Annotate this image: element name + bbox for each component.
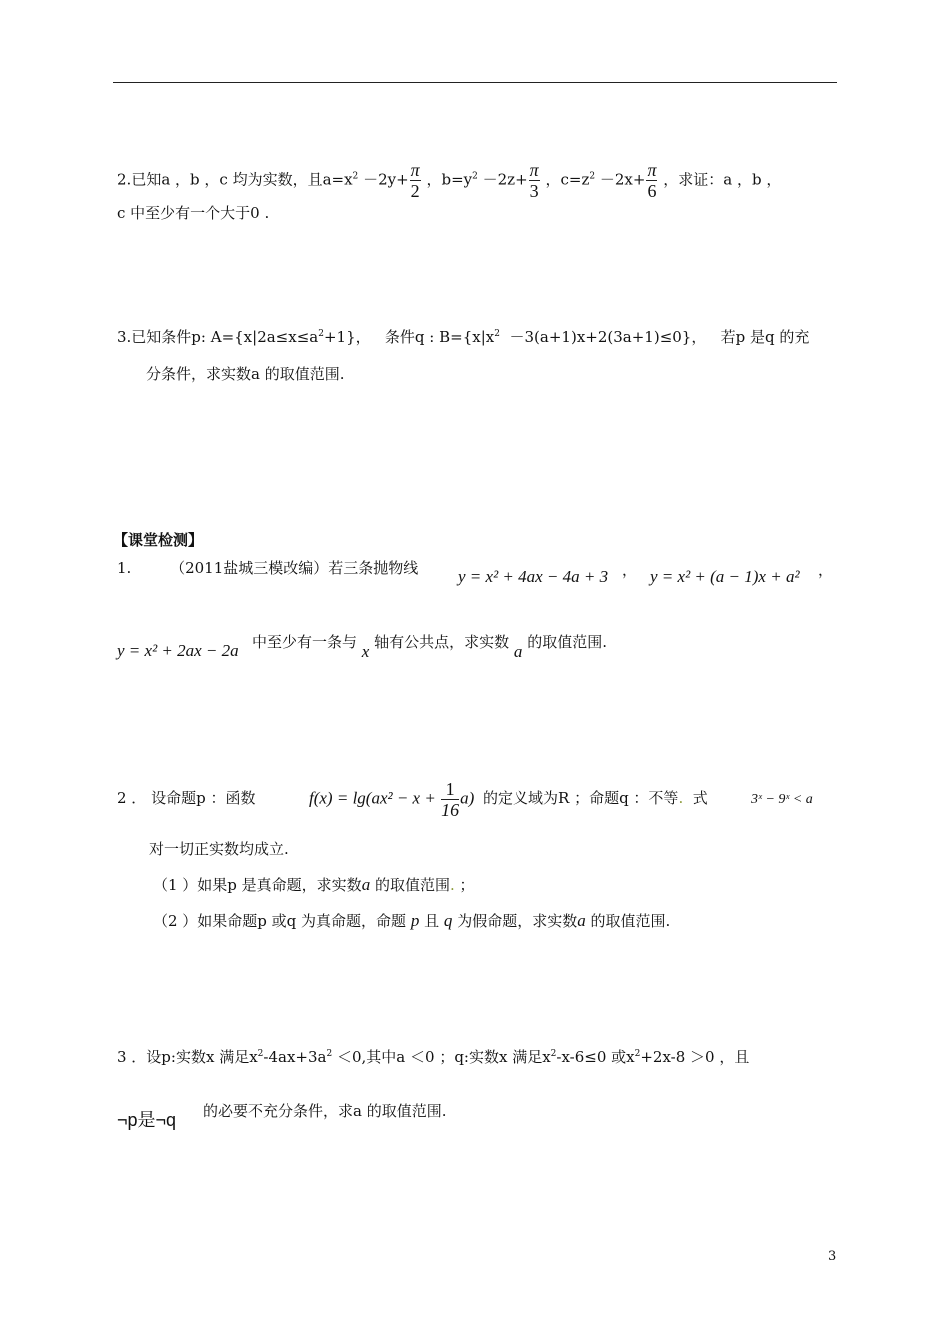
denominator: 3	[529, 181, 539, 201]
test-2-line-1-tail	[483, 788, 708, 808]
text: 为假命题，求实数	[457, 912, 578, 930]
text: ＜0,其中a ＜0 ；q:实数x 满足x	[336, 1048, 551, 1066]
numerator: 1	[441, 779, 459, 800]
test-1-line-2	[252, 632, 607, 661]
text: －3(a+1)x+2(3a+1)≤0}，	[509, 328, 707, 346]
test-2-sub-2	[153, 911, 670, 931]
text: 若p 是q 的充	[720, 328, 810, 346]
text: －2x+	[599, 170, 646, 189]
exponent: 2	[326, 1049, 333, 1059]
text: －2y+	[363, 170, 409, 189]
text: ，c=z	[545, 170, 590, 189]
equation-3: y = x² + 2ax − 2a	[117, 641, 239, 660]
text: 3 ．设p:实数x 满足x	[117, 1048, 258, 1066]
variable-a: a	[513, 642, 523, 661]
test-3-line-1	[117, 1047, 749, 1067]
denominator: 16	[441, 800, 460, 820]
variable-a: a	[577, 911, 586, 930]
mark: .	[678, 789, 684, 807]
header-rule	[113, 82, 837, 83]
text: （1 ）如果p 是真命题，求实数	[153, 876, 362, 894]
text: 轴有公共点，求实数	[374, 633, 510, 651]
exponent: 2	[352, 171, 359, 182]
variable-a: a	[361, 875, 371, 894]
problem-2-line-2: c 中至少有一个大于0 .	[117, 204, 270, 222]
exponent: 2	[634, 1049, 641, 1059]
text: （2 ）如果命题p 或q 为真命题，命题	[153, 912, 407, 930]
section-title: 【课堂检测】	[113, 531, 204, 549]
function-expression-tail: a)	[460, 788, 475, 808]
mark: .	[449, 876, 455, 894]
text: 的取值范围.	[590, 912, 671, 930]
problem-number: 2.	[117, 170, 132, 189]
test-2-line-2: 对一切正实数均成立.	[149, 840, 289, 858]
comma: ，	[622, 561, 638, 579]
exponent: 2	[589, 171, 596, 182]
denominator: 6	[647, 181, 657, 201]
problem-number: 1.	[117, 559, 132, 577]
variable-p: p	[410, 911, 420, 930]
text: 3.已知条件p: A={x|2a≤x≤a	[117, 328, 319, 346]
text: 的取值范围	[374, 876, 450, 894]
problem-2-line-1	[117, 160, 781, 201]
text: －2z+	[482, 170, 528, 189]
fraction-pi-3	[529, 160, 540, 201]
variable-x: x	[361, 642, 370, 661]
text: 设命题p ：函数	[151, 789, 256, 807]
inequality-q: 3ˣ − 9ˣ < a	[751, 792, 813, 807]
problem-3-line-1	[117, 327, 809, 347]
exponent: 2	[494, 329, 500, 339]
denominator: 2	[410, 181, 420, 201]
equation-2: y = x² + (a − 1)x + a²	[650, 567, 800, 586]
numerator: π	[529, 160, 539, 180]
text: 中至少有一条与	[252, 633, 358, 651]
fraction-1-16	[441, 779, 459, 820]
exponent: 2	[257, 1049, 264, 1059]
text: +2x-8 ＞0 ，且	[640, 1048, 750, 1066]
text: 条件q : B={x|x	[384, 328, 495, 346]
problem-number: 2 ．	[117, 789, 147, 807]
text: ；	[454, 876, 475, 894]
text: （2011盐城三模改编）若三条抛物线	[170, 559, 419, 577]
test-3-line-2: 的必要不充分条件，求a 的取值范围.	[203, 1102, 447, 1120]
equation-1: y = x² + 4ax − 4a + 3	[458, 567, 609, 586]
problem-3-line-2: 分条件，求实数a 的取值范围.	[146, 365, 345, 383]
text: -4ax+3a	[263, 1048, 327, 1066]
function-expression: f(x) = lg(ax² − x +	[309, 788, 441, 808]
exponent: 2	[550, 1049, 557, 1059]
page-number: 3	[828, 1249, 837, 1264]
fraction-pi-2	[410, 160, 421, 201]
exponent: 2	[318, 329, 324, 339]
function-f	[309, 779, 474, 820]
negation-p-q: ¬p是¬q	[117, 1110, 177, 1130]
numerator: π	[647, 160, 657, 180]
numerator: π	[410, 160, 420, 180]
text: 已知a ，b ，c 均为实数，且a=x	[131, 170, 353, 189]
exponent: 2	[472, 171, 478, 182]
text: ，求证：a ，b ，	[663, 170, 782, 189]
text: ，b=y	[426, 170, 473, 189]
fraction-pi-6	[646, 160, 657, 201]
text: 的定义域为R ；命题q ：不等	[483, 789, 679, 807]
text: +1}，	[323, 328, 371, 346]
text: -x-6≤0 或x	[556, 1048, 635, 1066]
text: 的取值范围.	[527, 633, 607, 651]
text: 式	[692, 789, 708, 807]
test-1-line-1	[117, 558, 418, 578]
comma: ，	[818, 561, 834, 579]
test-2-line-1	[117, 788, 255, 808]
text: 且	[424, 912, 440, 930]
variable-q: q	[443, 911, 453, 930]
test-2-sub-1	[153, 875, 475, 895]
